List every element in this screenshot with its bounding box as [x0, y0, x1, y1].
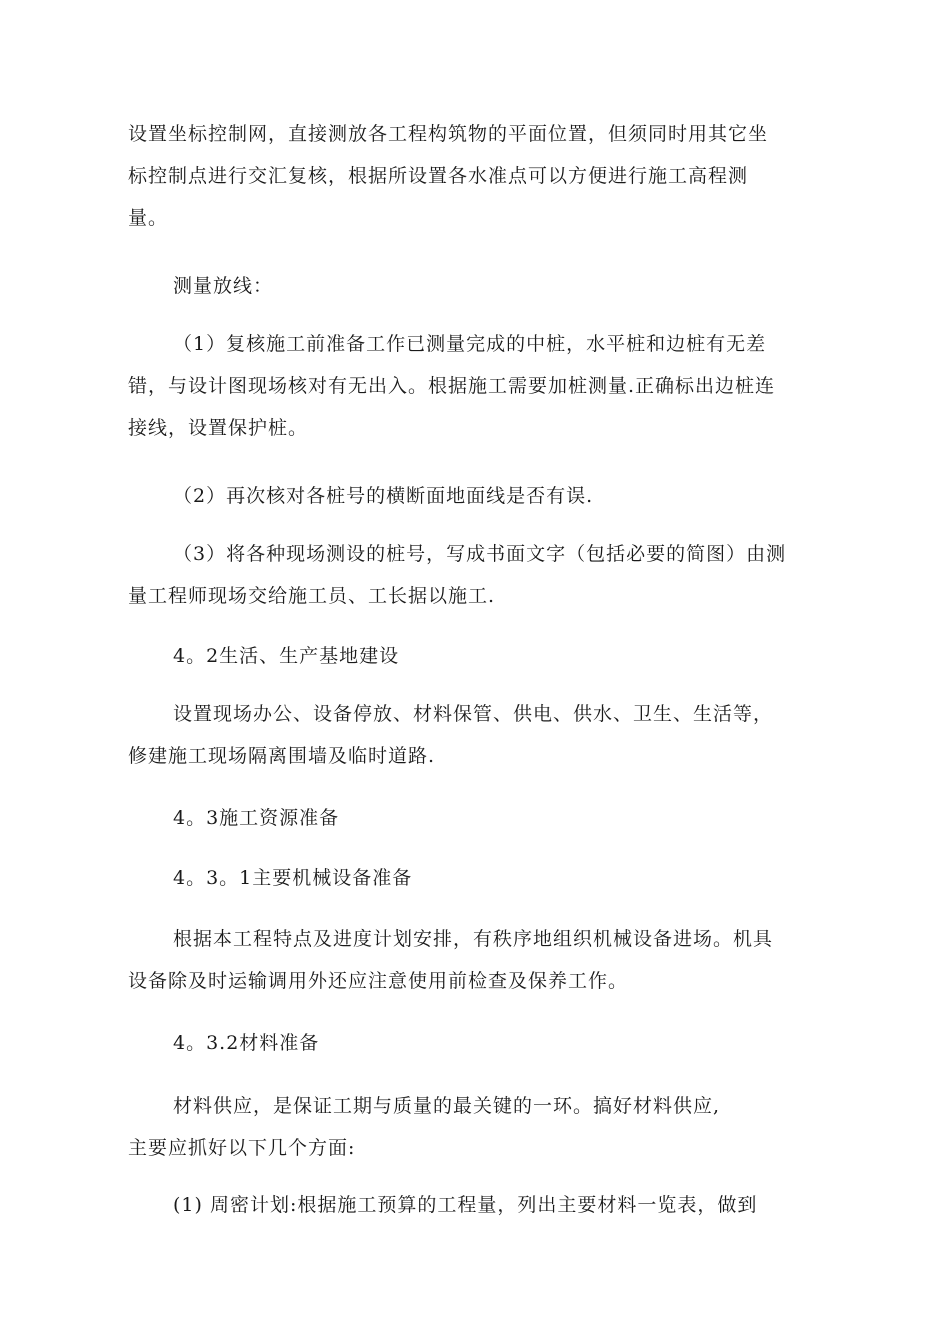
text-line: 错，与设计图现场核对有无出入。根据施工需要加桩测量.正确标出边桩连 — [128, 375, 776, 397]
paragraph-item-2 — [128, 475, 828, 517]
text-line: 4。3施工资源准备 — [173, 807, 340, 829]
text-line: 标控制点进行交汇复核，根据所设置各水准点可以方便进行施工高程测 — [128, 165, 749, 187]
paragraph-item-3 — [128, 533, 828, 617]
paragraph-machinery — [128, 918, 828, 1002]
text-line: (1) 周密计划:根据施工预算的工程量，列出主要材料一览表，做到 — [173, 1194, 758, 1216]
text-line: 测量放线： — [173, 275, 274, 297]
text-line: 修建施工现场隔离围墙及临时道路. — [128, 745, 436, 767]
paragraph-coordinate-control — [128, 113, 828, 239]
text-line: 设置坐标控制网，直接测放各工程构筑物的平面位置，但须同时用其它坐 — [128, 123, 769, 145]
section-heading-4-2 — [128, 635, 828, 677]
text-line: 4。3。1主要机械设备准备 — [173, 867, 413, 889]
text-line: 量工程师现场交给施工员、工长据以施工. — [128, 585, 496, 607]
text-line: 材料供应，是保证工期与质量的最关键的一环。搞好材料供应, — [173, 1095, 721, 1117]
section-heading-4-3 — [128, 797, 828, 839]
text-line: 接线，设置保护桩。 — [128, 417, 309, 439]
text-line: （2）再次核对各桩号的横断面地面线是否有误. — [173, 485, 594, 507]
text-line: （3）将各种现场测设的桩号，写成书面文字（包括必要的简图）由测 — [173, 543, 787, 565]
paragraph-base-construction — [128, 693, 828, 777]
section-heading-4-3-1 — [128, 857, 828, 899]
text-line: 主要应抓好以下几个方面: — [128, 1137, 356, 1159]
text-line: 设备除及时运输调用外还应注意使用前检查及保养工作。 — [128, 970, 629, 992]
text-line: 量。 — [128, 207, 169, 229]
paragraph-material-supply — [128, 1085, 828, 1169]
text-line: 4。2生活、生产基地建设 — [173, 645, 400, 667]
paragraph-survey-heading — [128, 265, 828, 307]
text-line: 根据本工程特点及进度计划安排，有秩序地组织机械设备进场。机具 — [173, 928, 774, 950]
section-heading-4-3-2 — [128, 1022, 828, 1064]
paragraph-item-1 — [128, 323, 828, 449]
paragraph-material-item-1 — [128, 1184, 828, 1226]
text-line: （1）复核施工前准备工作已测量完成的中桩，水平桩和边桩有无差 — [173, 333, 767, 355]
text-line: 设置现场办公、设备停放、材料保管、供电、供水、卫生、生活等， — [173, 703, 774, 725]
text-line: 4。3.2材料准备 — [173, 1032, 320, 1054]
